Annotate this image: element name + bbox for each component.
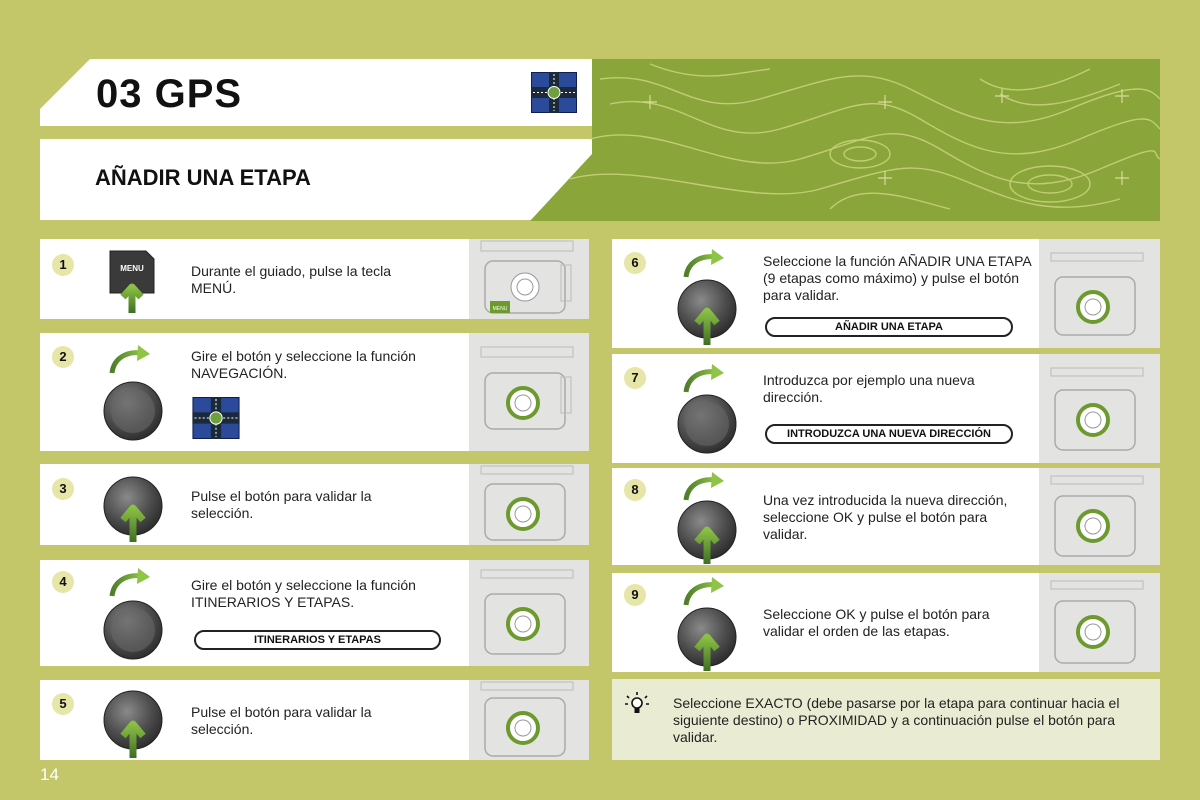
step-6 bbox=[612, 239, 1160, 348]
step-number: 7 bbox=[624, 367, 646, 389]
control-panel-illustration bbox=[1039, 573, 1160, 672]
rotary-knob-icon bbox=[100, 566, 170, 664]
control-panel-illustration bbox=[469, 239, 589, 319]
step-text: Pulse el botón para validar la selección. bbox=[191, 704, 372, 737]
step-number: 2 bbox=[52, 346, 74, 368]
menu-option-label: AÑADIR UNA ETAPA bbox=[765, 317, 1013, 337]
step-8 bbox=[612, 468, 1160, 565]
step-text: Seleccione OK y pulse el botón para validar el orden de las etapas. bbox=[763, 606, 990, 639]
svg-text:MENU: MENU bbox=[492, 306, 508, 312]
step-9 bbox=[612, 573, 1160, 672]
rotary-knob-icon bbox=[100, 343, 170, 443]
svg-text:MENU: MENU bbox=[120, 264, 144, 273]
step-number: 9 bbox=[624, 584, 646, 606]
navigation-icon bbox=[531, 72, 577, 113]
step-3 bbox=[40, 464, 589, 545]
step-7 bbox=[612, 354, 1160, 463]
tip-text: Seleccione EXACTO (debe pasarse por la etapa para continuar hacia el siguiente destino) o PROXIMIDAD y a continuación pulse el botón para validar. bbox=[673, 695, 1120, 745]
step-text: Seleccione la función AÑADIR UNA ETAPA (9 etapas como máximo) y pulse el botón para validar. bbox=[763, 253, 1031, 303]
control-panel-illustration bbox=[469, 560, 589, 666]
rotary-push-knob-icon bbox=[674, 470, 744, 565]
step-text: Una vez introducida la nueva dirección, seleccione OK y pulse el botón para validar. bbox=[763, 492, 1008, 542]
step-text: Pulse el botón para validar la selección. bbox=[191, 488, 372, 521]
header-divider bbox=[40, 126, 592, 139]
menu-key-icon bbox=[106, 247, 156, 315]
step-4 bbox=[40, 560, 589, 666]
control-panel-illustration bbox=[469, 333, 589, 451]
step-number: 4 bbox=[52, 571, 74, 593]
page-title: 03 GPS bbox=[96, 72, 243, 116]
push-knob-icon bbox=[100, 468, 170, 544]
lightbulb-tip-icon bbox=[624, 691, 650, 717]
step-1 bbox=[40, 239, 589, 319]
control-panel-illustration bbox=[469, 680, 589, 760]
step-number: 3 bbox=[52, 478, 74, 500]
rotary-push-knob-icon bbox=[674, 247, 744, 347]
step-text: Gire el botón y seleccione la función NAVEGACIÓN. bbox=[191, 348, 416, 381]
step-number: 6 bbox=[624, 252, 646, 274]
menu-option-label: ITINERARIOS Y ETAPAS bbox=[194, 630, 441, 650]
control-panel-illustration bbox=[469, 464, 589, 545]
page-number: 14 bbox=[40, 765, 59, 784]
control-panel-illustration bbox=[1039, 468, 1160, 565]
control-panel-illustration bbox=[1039, 239, 1160, 348]
push-knob-icon bbox=[100, 682, 170, 760]
step-number: 1 bbox=[52, 254, 74, 276]
rotary-knob-icon bbox=[674, 362, 744, 462]
navigation-icon bbox=[192, 397, 240, 439]
step-text: Durante el guiado, pulse la tecla MENÚ. bbox=[191, 263, 392, 296]
step-5 bbox=[40, 680, 589, 760]
step-number: 8 bbox=[624, 479, 646, 501]
section-title: AÑADIR UNA ETAPA bbox=[95, 165, 311, 190]
step-number: 5 bbox=[52, 693, 74, 715]
topographic-map-decoration bbox=[530, 59, 1160, 221]
tip-box bbox=[612, 679, 1160, 760]
step-text: Gire el botón y seleccione la función ITINERARIOS Y ETAPAS. bbox=[191, 577, 416, 610]
step-text: Introduzca por ejemplo una nueva dirección. bbox=[763, 372, 975, 405]
rotary-push-knob-icon bbox=[674, 575, 744, 672]
control-panel-illustration bbox=[1039, 354, 1160, 463]
menu-option-label: INTRODUZCA UNA NUEVA DIRECCIÓN bbox=[765, 424, 1013, 444]
step-2 bbox=[40, 333, 589, 451]
